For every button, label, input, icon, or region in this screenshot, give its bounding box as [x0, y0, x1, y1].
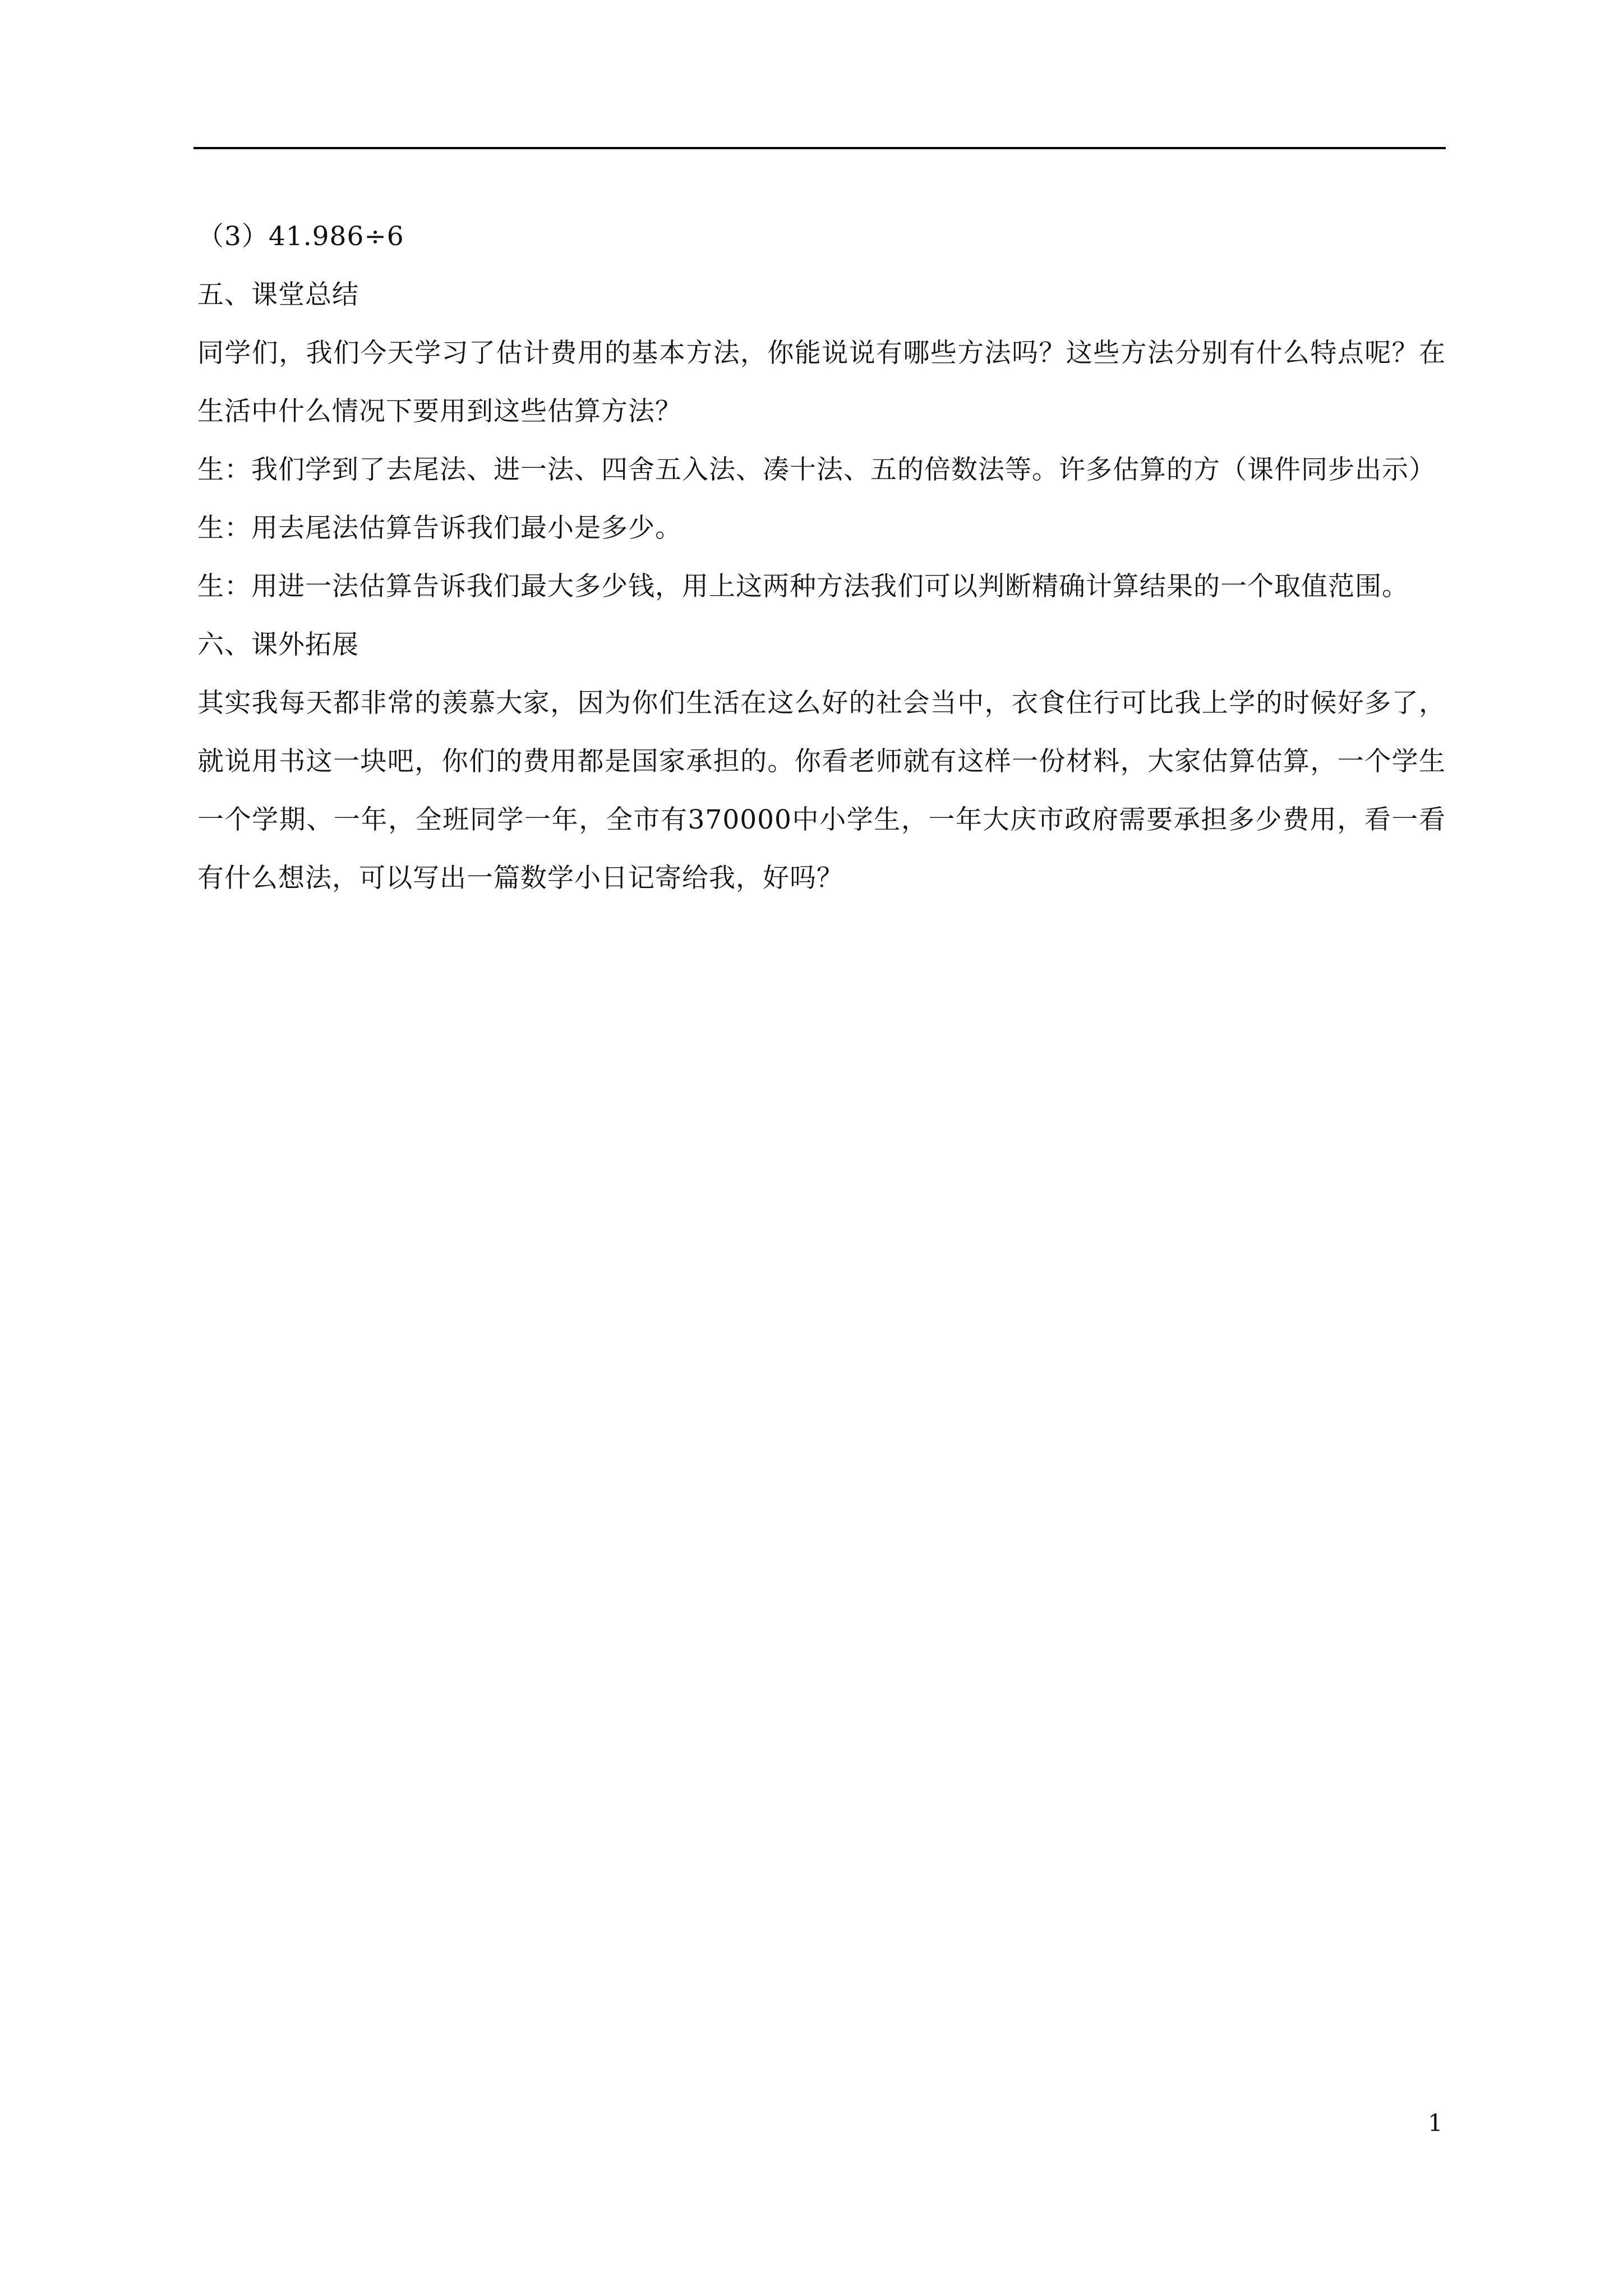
header-rule — [193, 147, 1446, 149]
section-heading-extension: 六、课外拓展 — [197, 629, 359, 660]
student-answer: 生：用进一法估算告诉我们最大多少钱，用上这两种方法我们可以判断精确计算结果的一个取值范围。 — [197, 571, 1409, 602]
student-answer: 生：我们学到了去尾法、进一法、四舍五入法、凑十法、五的倍数法等。许多估算的方（课件同步出示） — [197, 454, 1436, 485]
section-heading-summary: 五、课堂总结 — [197, 279, 359, 310]
student-answer: 生：用去尾法估算告诉我们最小是多少。 — [197, 513, 682, 544]
document-body — [197, 208, 1446, 908]
exercise-item: （3）41.986÷6 — [197, 221, 404, 252]
teacher-question: 同学们，我们今天学习了估计费用的基本方法，你能说说有哪些方法吗？这些方法分别有什么特点呢？在生活中什么情况下要用到这些估算方法？ — [197, 338, 1446, 427]
extension-paragraph: 其实我每天都非常的羡慕大家，因为你们生活在这么好的社会当中，衣食住行可比我上学的时候好多了，就说用书这一块吧，你们的费用都是国家承担的。你看老师就有这样一份材料，大家估算估算，一个学生一个学期、一年，全班同学一年，全市有370000中小学生，一年大庆市政府需要承担多少费用，看一看有什么想法，可以写出一篇数学小日记寄给我，好吗？ — [197, 688, 1446, 894]
page-number: 1 — [1428, 2109, 1443, 2137]
